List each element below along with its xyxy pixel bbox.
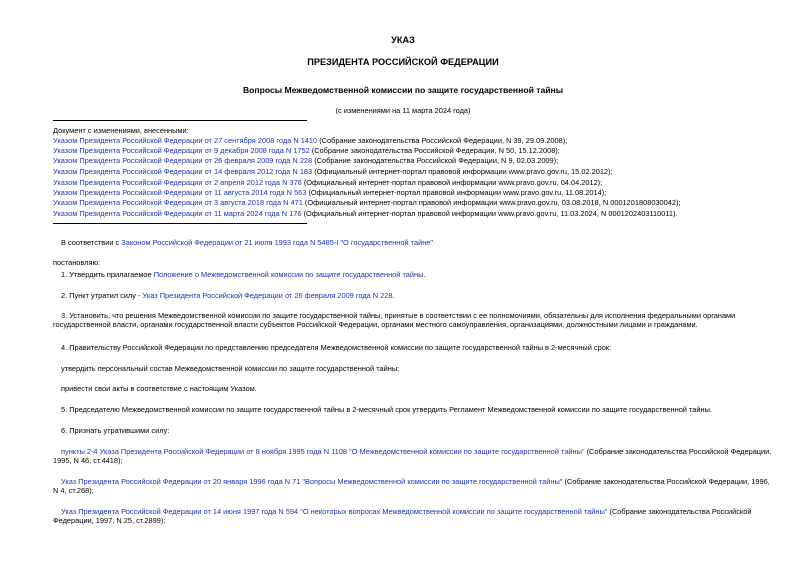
- amendment-link[interactable]: Указом Президента Российской Федерации от 9 декабря 2008 года N 1752: [53, 146, 310, 155]
- amendment-link[interactable]: Указом Президента Российской Федерации от 3 августа 2018 года N 471: [53, 198, 303, 207]
- top-divider: [53, 120, 307, 121]
- amended-note: (с изменениями на 11 марта 2024 года): [335, 106, 471, 115]
- law-link[interactable]: Законом Российской Федерации от 21 июля 1993 года N 5485-I "О государственной тайне": [121, 238, 434, 247]
- item-2: 2. Пункт утратил силу - Указ Президента Российской Федерации от 26 февраля 2009 года N 228.: [61, 291, 395, 300]
- bottom-divider: [53, 223, 307, 224]
- repealed-3: Указ Президента Российской Федерации от 14 июня 1997 года N 594 "О некоторых вопросах Межведомственной комиссии по защите государственной тайны" (Собрание законодательства Российской Федерации, 1997, N 25, ст.2899);: [53, 507, 752, 525]
- document-title: Вопросы Межведомственной комиссии по защите государственной тайны: [242, 85, 564, 95]
- repealed-decree-link[interactable]: Указ Президента Российской Федерации от 14 июня 1997 года N 594 "О некоторых вопросах Межведомственной комиссии по защите государственной тайны": [61, 507, 608, 516]
- amendment-link[interactable]: Указом Президента Российской Федерации от 11 августа 2014 года N 563: [53, 188, 307, 197]
- resolution-word: постановляю:: [53, 258, 101, 267]
- item-3: 3. Установить, что решения Межведомственной комиссии по защите государственной тайны, принятые в соответствии с ее полномочиями, обязательны для исполнения федеральными органами государственной власти, органами государственной власти субъектов Российской Федерации, органами местного самоуправления, организациями, должностными лицами и гражданами.: [53, 311, 736, 329]
- item-6: 6. Признать утратившими силу:: [61, 426, 170, 435]
- item-5: 5. Председателю Межведомственной комиссии по защите государственной тайны в 2-месячный срок утвердить Регламент Межведомственной комиссии по защите государственной тайны.: [61, 405, 712, 414]
- amendments-intro: Документ с изменениями, внесенными:: [53, 126, 189, 135]
- amendment-link[interactable]: Указом Президента Российской Федерации от 11 марта 2024 года N 176: [53, 209, 302, 218]
- amendment-item: Указом Президента Российской Федерации от 3 августа 2018 года N 471 (Официальный интернет-портал правовой информации www.pravo.gov.ru, 03.08.2018, N 0001201808030042);: [53, 198, 681, 207]
- item-4-sub-2: привести свои акты в соответствие с настоящим Указом.: [61, 384, 257, 393]
- amendment-item: Указом Президента Российской Федерации от 14 февраля 2012 года N 183 (Официальный интернет-портал правовой информации www.pravo.gov.ru, 15.02.2012);: [53, 167, 613, 176]
- decree-heading: УКАЗ: [391, 35, 415, 45]
- repealed-1: пункты 2-4 Указа Президента Российской Федерации от 8 ноября 1995 года N 1108 "О Межведомственной комиссии по защите государственной тайны" (Собрание законодательства Российской Федерации, 1995, N 46, ст.4418);: [53, 447, 772, 465]
- item-1: 1. Утвердить прилагаемое Положение о Межведомственной комиссии по защите государственной тайны.: [61, 270, 426, 279]
- amendment-item: Указом Президента Российской Федерации от 27 сентября 2008 года N 1410 (Собрание законодательства Российской Федерации, N 39, 29.09.2008);: [53, 136, 568, 145]
- repealed-decree-link[interactable]: Указ Президента Российской Федерации от 20 января 1996 года N 71 "Вопросы Межведомственной комиссии по защите государственной тайны": [61, 477, 563, 486]
- amendment-item: Указом Президента Российской Федерации от 11 августа 2014 года N 563 (Официальный интернет-портал правовой информации www.pravo.gov.ru, 11.08.2014);: [53, 188, 607, 197]
- amendment-link[interactable]: Указом Президента Российской Федерации от 27 сентября 2008 года N 1410: [53, 136, 318, 145]
- amendment-link[interactable]: Указом Президента Российской Федерации от 2 апреля 2012 года N 376: [53, 178, 302, 187]
- regulation-link[interactable]: Положение о Межведомственной комиссии по защите государственной тайны: [153, 270, 424, 279]
- amendment-item: Указом Президента Российской Федерации от 26 февраля 2009 года N 228 (Собрание законодательства Российской Федерации, N 9, 02.03.2009);: [53, 156, 559, 165]
- amendment-item: Указом Президента Российской Федерации от 9 декабря 2008 года N 1752 (Собрание законодательства Российской Федерации, N 50, 15.12.2008);: [53, 146, 560, 155]
- repealing-decree-link[interactable]: Указ Президента Российской Федерации от 26 февраля 2009 года N 228: [142, 291, 393, 300]
- repealed-decree-link[interactable]: пункты 2-4 Указа Президента Российской Федерации от 8 ноября 1995 года N 1108 "О Межведомственной комиссии по защите государственной тайны": [61, 447, 585, 456]
- amendment-item: Указом Президента Российской Федерации от 2 апреля 2012 года N 376 (Официальный интернет-портал правовой информации www.pravo.gov.ru, 04.04.2012);: [53, 178, 603, 187]
- amendment-item: Указом Президента Российской Федерации от 11 марта 2024 года N 176 (Официальный интернет-портал правовой информации www.pravo.gov.ru, 11.03.2024, N 0001202403110011).: [53, 209, 678, 218]
- president-heading: ПРЕЗИДЕНТА РОССИЙСКОЙ ФЕДЕРАЦИИ: [307, 57, 499, 67]
- preamble: В соответствии с Законом Российской Федерации от 21 июля 1993 года N 5485-I "О государственной тайне": [61, 238, 434, 247]
- repealed-2: Указ Президента Российской Федерации от 20 января 1996 года N 71 "Вопросы Межведомственной комиссии по защите государственной тайны" (Собрание законодательства Российской Федерации, 1996, N 4, ст.268);: [53, 477, 770, 495]
- item-4: 4. Правительству Российской Федерации по представлению председателя Межведомственной комиссии по защите государственной тайны в 2-месячный срок:: [61, 343, 612, 352]
- amendment-link[interactable]: Указом Президента Российской Федерации от 26 февраля 2009 года N 228: [53, 156, 313, 165]
- item-4-sub-1: утвердить персональный состав Межведомственной комиссии по защите государственной тайны;: [61, 364, 400, 373]
- amendment-link[interactable]: Указом Президента Российской Федерации от 14 февраля 2012 года N 183: [53, 167, 313, 176]
